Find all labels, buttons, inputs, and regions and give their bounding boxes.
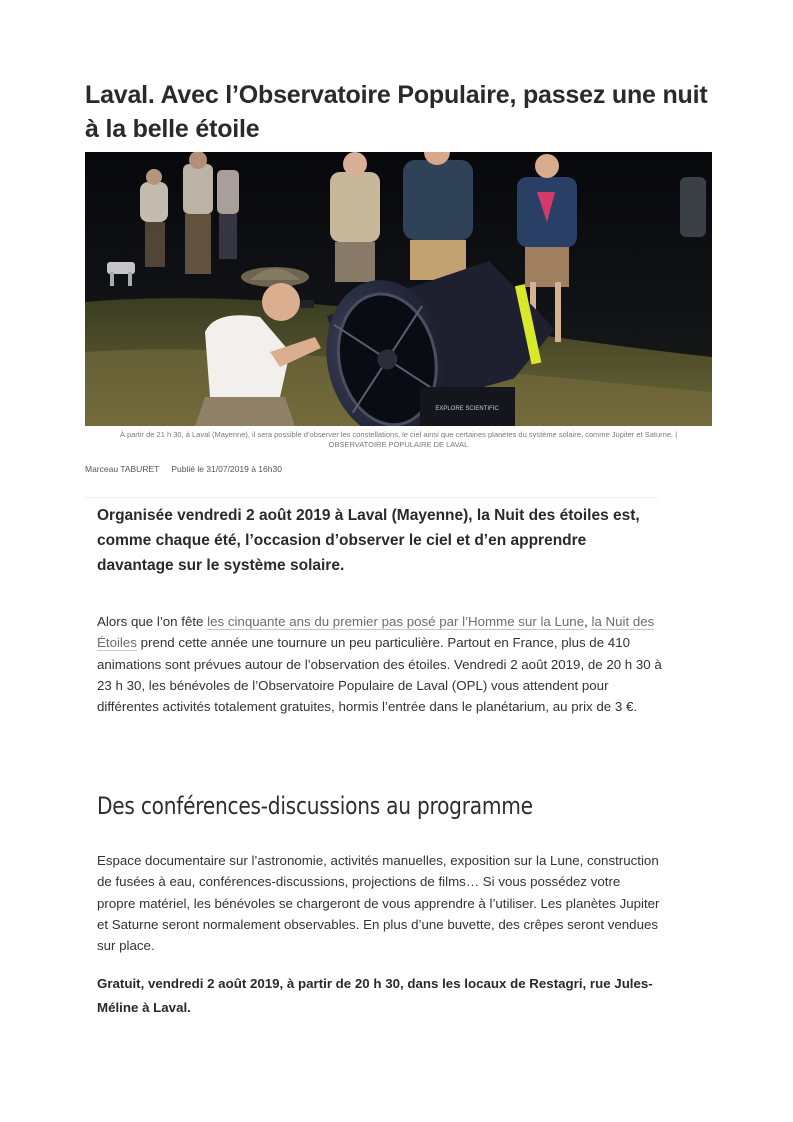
byline [85, 464, 282, 474]
photo-credit: OBSERVATOIRE POPULAIRE DE LAVAL [328, 440, 469, 449]
paragraph-1-intro: Alors que l’on fête [97, 614, 208, 629]
article-paragraph-1 [97, 611, 662, 717]
section-heading: Des conférences-discussions au programme [97, 792, 533, 820]
telescope-observation-image [85, 152, 712, 426]
article-photo[interactable] [85, 152, 712, 426]
paragraph-1-body: prend cette année une tournure un peu particulière. Partout en France, plus de 410 animations sont prévues autour de l’observation des étoiles. Vendredi 2 août 2019, de 20 h 30 à 23 h 30, les bénévoles de l’Observatoire Populaire de Laval (OPL) vous attendent pour différentes activités totalement gratuites, hormis l’entrée dans le planétarium, au prix de 3 €. [97, 635, 662, 715]
photo-caption-text: À partir de 21 h 30, à Laval (Mayenne), il sera possible d’observer les constellations, le ciel ainsi que certaines planètes du système solaire, comme Jupiter et Saturne. | [119, 430, 678, 439]
photo-caption [85, 430, 712, 450]
telescope-brand-label: EXPLORE SCIENTIFIC [435, 406, 499, 412]
divider [85, 497, 658, 498]
article-paragraph-2: Espace documentaire sur l’astronomie, activités manuelles, exposition sur la Lune, construction de fusées à eau, conférences-discussions, projections de films… Si vous possédez votre propre matériel, les bénévoles se chargeront de vous apprendre à l’utiliser. Les planètes Jupiter et Saturne seront normalement observables. En plus d’une buvette, des crêpes seront vendues sur place. [97, 853, 660, 954]
author-name[interactable]: Marceau TABURET [85, 464, 160, 474]
link-nuit-des-etoiles[interactable]: la Nuit des Étoiles [97, 614, 655, 651]
publish-date: Publié le 31/07/2019 à 16h30 [171, 464, 282, 474]
link-moon-landing-anniversary[interactable]: les cinquante ans du premier pas posé par l’Homme sur la Lune [207, 614, 585, 629]
practical-info: Gratuit, vendredi 2 août 2019, à partir de 20 h 30, dans les locaux de Restagri, rue Jules-Méline à Laval. [97, 976, 653, 1015]
paragraph-1-separator: , [584, 614, 592, 629]
article-lead: Organisée vendredi 2 août 2019 à Laval (Mayenne), la Nuit des étoiles est, comme chaque été, l’occasion d’observer le ciel et d’en apprendre davantage sur le système solaire. [97, 507, 640, 574]
article-title: Laval. Avec l’Observatoire Populaire, passez une nuit à la belle étoile [85, 81, 708, 143]
